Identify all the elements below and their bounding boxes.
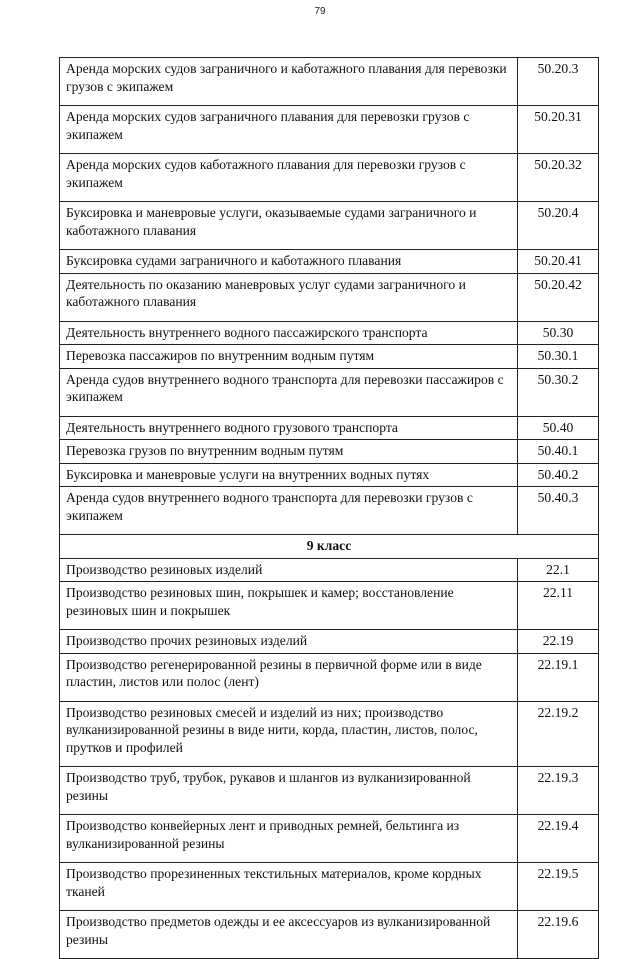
activity-name-cell: Аренда судов внутреннего водного транспорта для перевозки пассажиров с экипажем — [60, 368, 518, 416]
table-row — [60, 321, 599, 345]
activity-name-cell: Аренда морских судов заграничного и каботажного плавания для перевозки грузов с экипажем — [60, 58, 518, 106]
activity-name-cell: Производство конвейерных лент и приводных ремней, бельтинга из вулканизированной резины — [60, 815, 518, 863]
table-row — [60, 250, 599, 274]
activity-name-cell: Аренда судов внутреннего водного транспорта для перевозки грузов с экипажем — [60, 487, 518, 535]
activity-code-cell: 22.19 — [518, 630, 599, 654]
table-row — [60, 416, 599, 440]
activity-name-cell: Аренда морских судов каботажного плавания для перевозки грузов с экипажем — [60, 154, 518, 202]
table-row — [60, 558, 599, 582]
activity-name-cell: Аренда морских судов заграничного плавания для перевозки грузов с экипажем — [60, 106, 518, 154]
table-row — [60, 58, 599, 106]
activity-code-cell: 50.30 — [518, 321, 599, 345]
table-row — [60, 582, 599, 630]
activity-name-cell: Деятельность внутреннего водного пассажирского транспорта — [60, 321, 518, 345]
activity-name-cell: Буксировка и маневровые услуги, оказываемые судами заграничного и каботажного плавания — [60, 202, 518, 250]
table-row — [60, 440, 599, 464]
activity-code-cell: 50.20.3 — [518, 58, 599, 106]
table-row — [60, 701, 599, 767]
table-row — [60, 487, 599, 535]
activity-code-cell: 50.40.3 — [518, 487, 599, 535]
activity-code-cell: 22.19.5 — [518, 863, 599, 911]
activity-code-cell: 50.20.32 — [518, 154, 599, 202]
activity-code-cell: 22.19.1 — [518, 653, 599, 701]
table-row — [60, 273, 599, 321]
table-row — [60, 767, 599, 815]
table-row — [60, 653, 599, 701]
activity-code-cell: 22.19.2 — [518, 701, 599, 767]
activity-code-cell: 50.30.2 — [518, 368, 599, 416]
activity-code-cell: 22.19.6 — [518, 911, 599, 959]
activity-name-cell: Производство резиновых смесей и изделий из них; производство вулканизированной резины в виде нити, корда, пластин, листов, полос, прутков и профилей — [60, 701, 518, 767]
activity-code-cell: 50.20.4 — [518, 202, 599, 250]
activity-code-cell: 50.40 — [518, 416, 599, 440]
page-number: 79 — [314, 6, 326, 17]
activity-name-cell: Деятельность внутреннего водного грузового транспорта — [60, 416, 518, 440]
activity-code-cell: 50.20.42 — [518, 273, 599, 321]
classifier-table-body — [60, 58, 599, 959]
table-row — [60, 106, 599, 154]
classifier-table — [59, 57, 599, 959]
section-heading-row — [60, 535, 599, 559]
activity-code-cell: 22.19.4 — [518, 815, 599, 863]
table-row — [60, 815, 599, 863]
activity-name-cell: Деятельность по оказанию маневровых услуг судами заграничного и каботажного плавания — [60, 273, 518, 321]
activity-code-cell: 22.11 — [518, 582, 599, 630]
activity-code-cell: 22.19.3 — [518, 767, 599, 815]
activity-code-cell: 50.20.41 — [518, 250, 599, 274]
table-row — [60, 863, 599, 911]
table-row — [60, 911, 599, 959]
activity-name-cell: Буксировка судами заграничного и каботажного плавания — [60, 250, 518, 274]
table-row — [60, 368, 599, 416]
activity-name-cell: Буксировка и маневровые услуги на внутренних водных путях — [60, 463, 518, 487]
activity-code-cell: 50.40.1 — [518, 440, 599, 464]
table-row — [60, 202, 599, 250]
activity-code-cell: 22.1 — [518, 558, 599, 582]
activity-name-cell: Производство прорезиненных текстильных материалов, кроме кордных тканей — [60, 863, 518, 911]
activity-name-cell: Перевозка грузов по внутренним водным путям — [60, 440, 518, 464]
activity-name-cell: Производство резиновых изделий — [60, 558, 518, 582]
activity-code-cell: 50.40.2 — [518, 463, 599, 487]
activity-name-cell: Производство предметов одежды и ее аксессуаров из вулканизированной резины — [60, 911, 518, 959]
section-heading: 9 класс — [60, 535, 599, 559]
activity-code-cell: 50.30.1 — [518, 345, 599, 369]
activity-name-cell: Производство резиновых шин, покрышек и камер; восстановление резиновых шин и покрышек — [60, 582, 518, 630]
activity-name-cell: Перевозка пассажиров по внутренним водным путям — [60, 345, 518, 369]
table-row — [60, 154, 599, 202]
table-row — [60, 345, 599, 369]
table-row — [60, 463, 599, 487]
activity-name-cell: Производство регенерированной резины в первичной форме или в виде пластин, листов или полос (лент) — [60, 653, 518, 701]
activity-code-cell: 50.20.31 — [518, 106, 599, 154]
activity-name-cell: Производство труб, трубок, рукавов и шлангов из вулканизированной резины — [60, 767, 518, 815]
table-row — [60, 630, 599, 654]
activity-name-cell: Производство прочих резиновых изделий — [60, 630, 518, 654]
